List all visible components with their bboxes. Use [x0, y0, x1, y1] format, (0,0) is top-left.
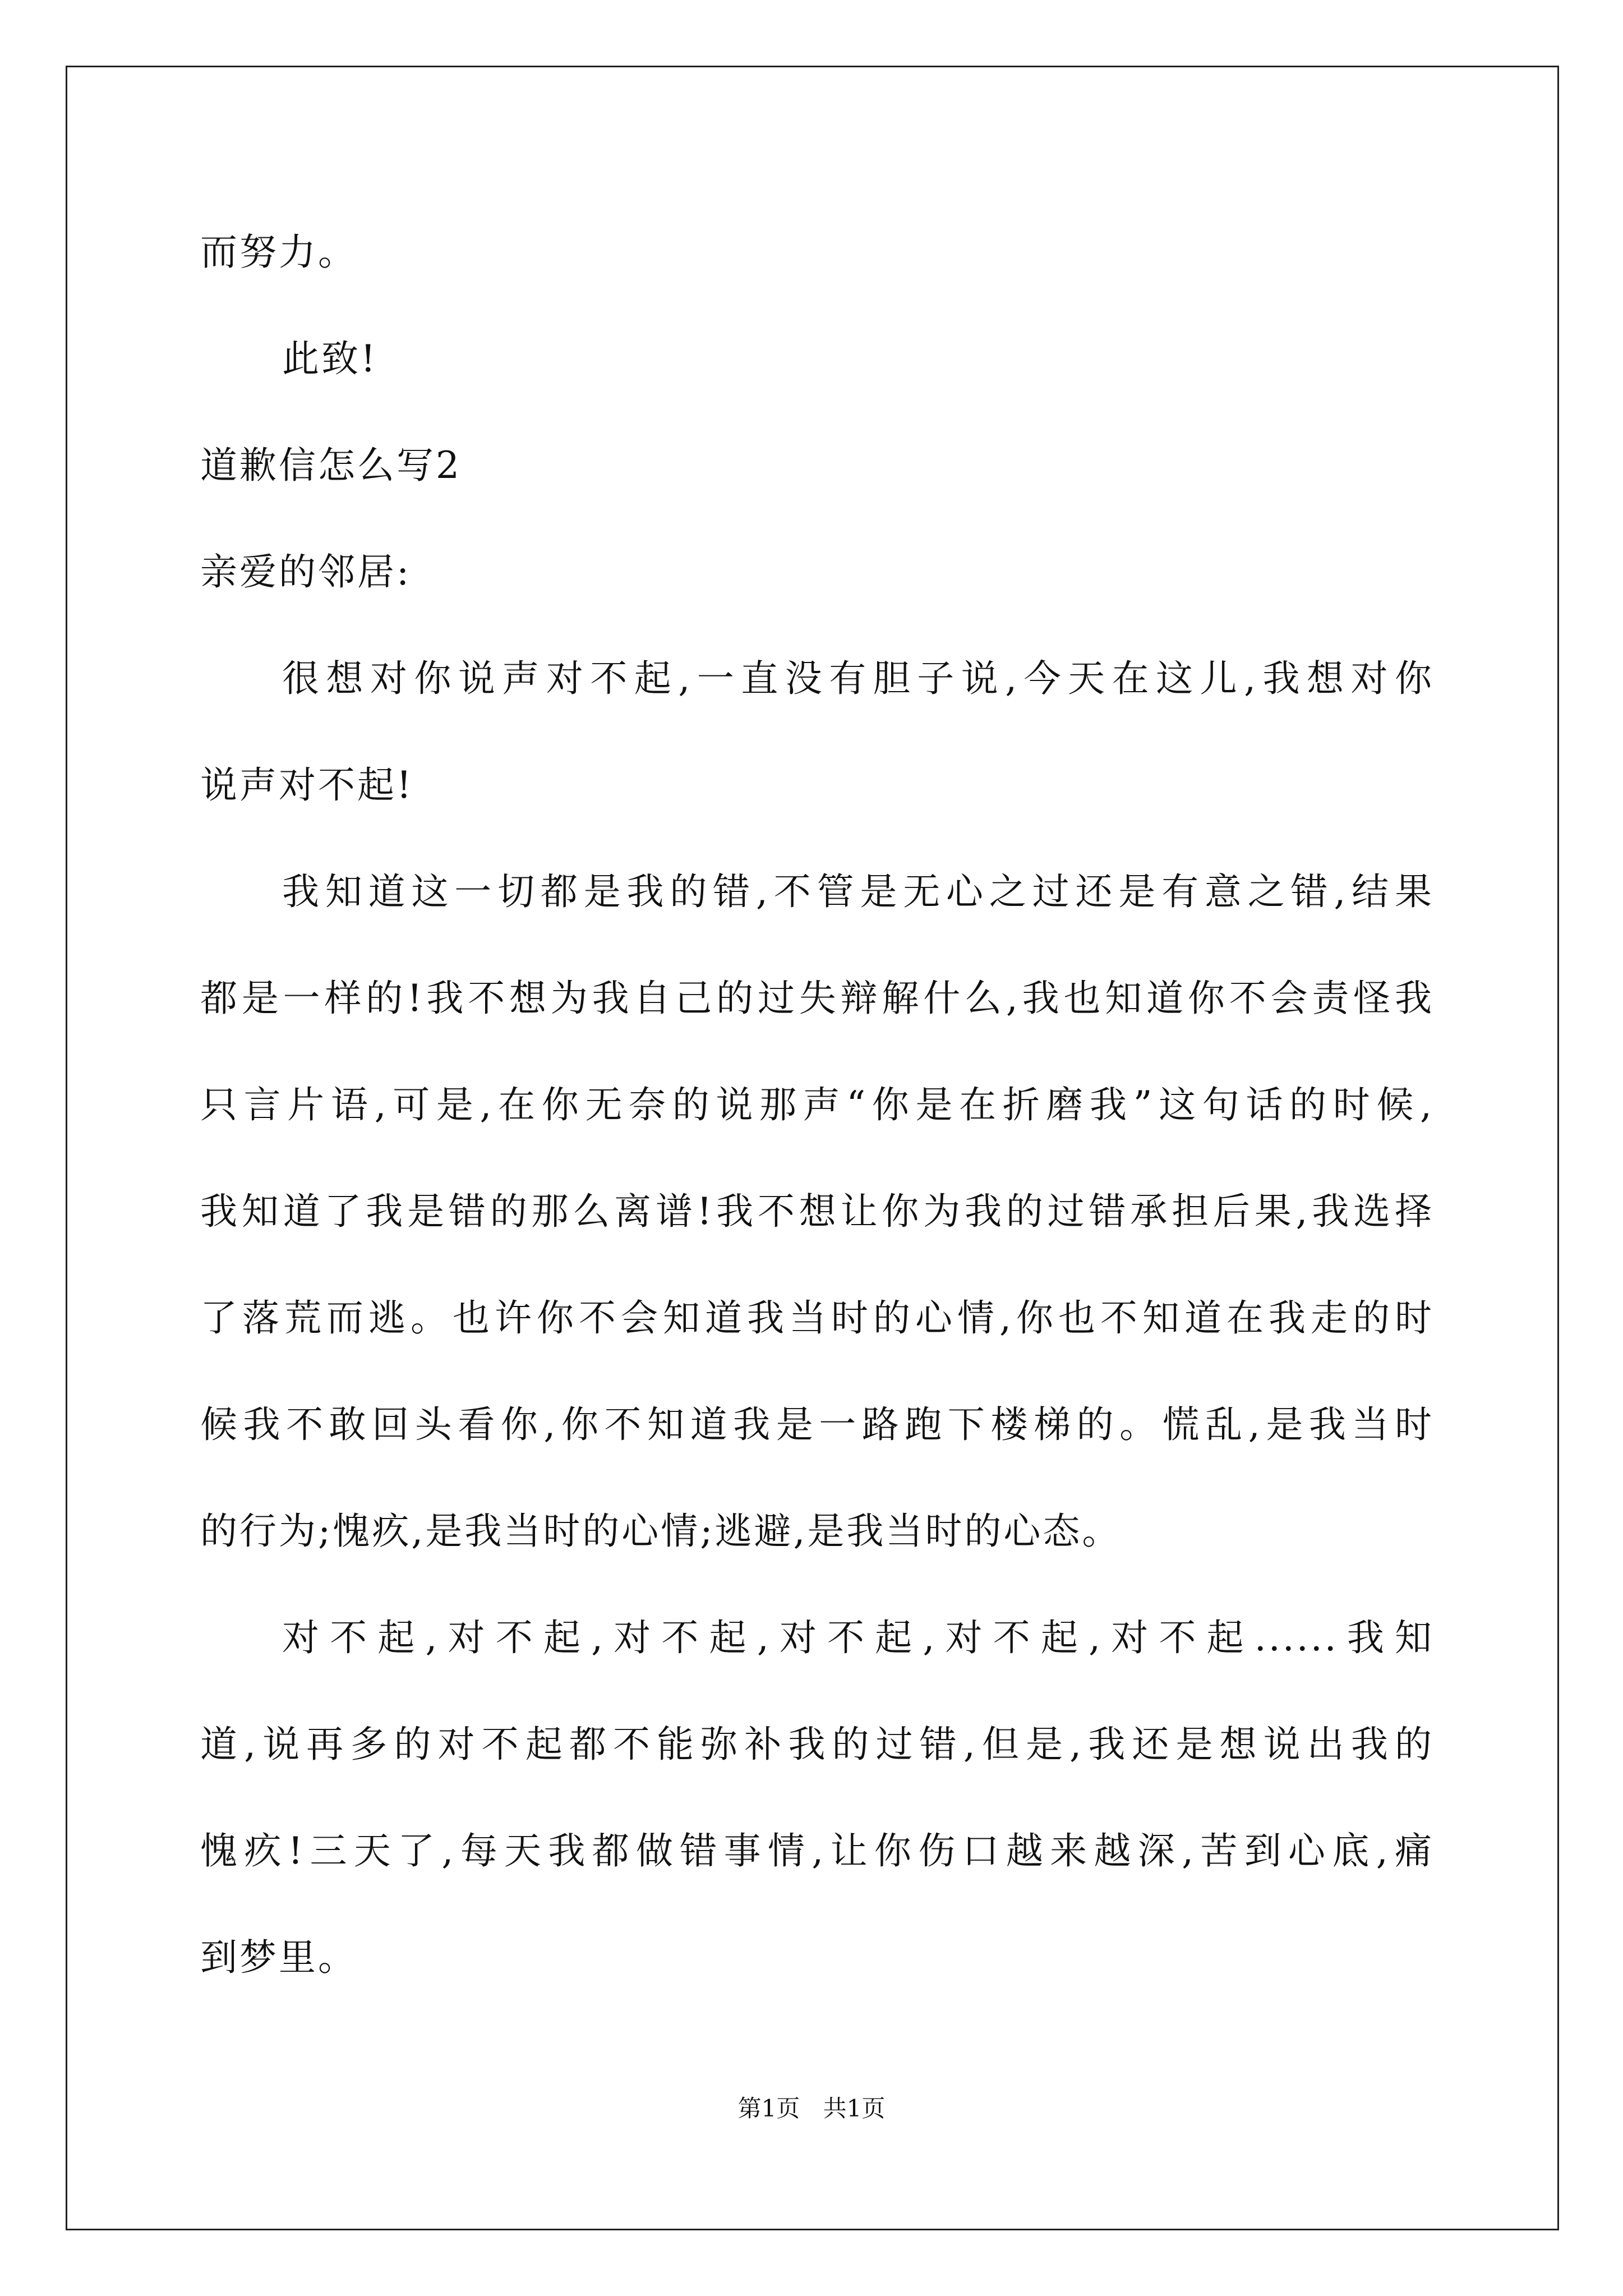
salutation-closing: 此致! [282, 337, 378, 380]
page-border [66, 66, 1559, 2230]
paragraph-line: 的行为;愧疚,是我当时的心情;逃避,是我当时的心态。 [200, 1510, 1122, 1553]
paragraph-line: 愧疚!三天了,每天我都做错事情,让你伤口越来越深,苦到心底,痛 [200, 1829, 1434, 1872]
paragraph-line: 都是一样的!我不想为我自己的过失辩解什么,我也知道你不会责怪我 [200, 977, 1434, 1020]
paragraph-line: 只言片语,可是,在你无奈的说那声“你是在折磨我”这句话的时候, [200, 1083, 1434, 1126]
paragraph-line: 到梦里。 [200, 1936, 357, 1979]
paragraph-line: 候我不敢回头看你,你不知道我是一路跑下楼梯的。慌乱,是我当时 [200, 1403, 1434, 1446]
text-line: 而努力。 [200, 231, 357, 274]
page-number-current: 第1页 [737, 2095, 800, 2122]
page-footer [0, 2092, 1623, 2125]
paragraph-line: 道,说再多的对不起都不能弥补我的过错,但是,我还是想说出我的 [200, 1723, 1434, 1766]
paragraph-line: 对不起,对不起,对不起,对不起,对不起,对不起......我知 [282, 1616, 1434, 1659]
page-number-total: 共1页 [823, 2095, 886, 2122]
paragraph-line: 说声对不起! [200, 763, 414, 807]
paragraph-line: 了落荒而逃。也许你不会知道我当时的心情,你也不知道在我走的时 [200, 1296, 1434, 1340]
paragraph-line: 我知道了我是错的那么离谱!我不想让你为我的过错承担后果,我选择 [200, 1190, 1434, 1233]
section-title: 道歉信怎么写2 [200, 444, 462, 487]
paragraph-line: 我知道这一切都是我的错,不管是无心之过还是有意之错,结果 [282, 870, 1434, 913]
paragraph-line: 很想对你说声对不起,一直没有胆子说,今天在这儿,我想对你 [282, 657, 1434, 700]
greeting: 亲爱的邻居: [200, 550, 412, 593]
